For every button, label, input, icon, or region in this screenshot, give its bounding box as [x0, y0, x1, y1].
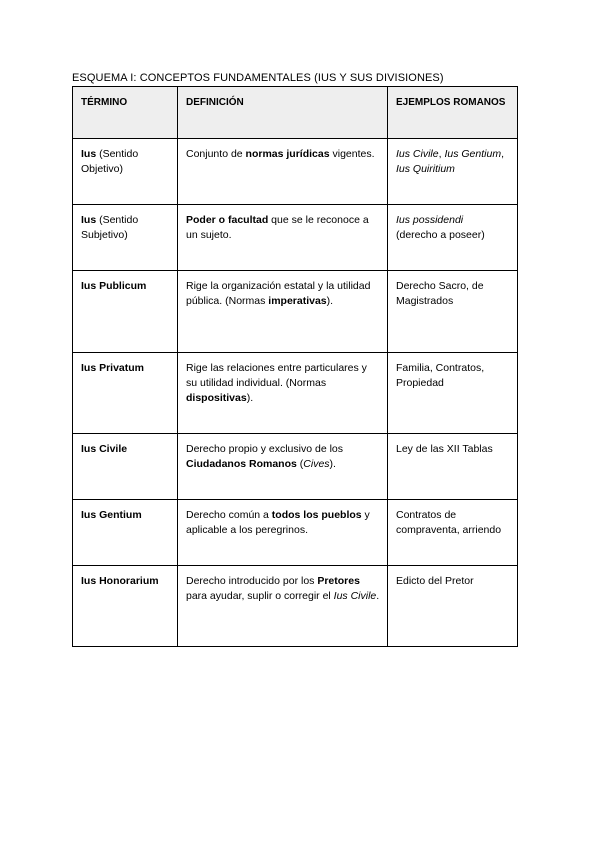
term-name: Ius Civile: [81, 443, 128, 455]
term-cell: [73, 353, 178, 434]
term-qualifier: (Sentido Subjetivo): [81, 214, 139, 241]
definition-italic: Ius Civile: [333, 590, 377, 602]
definition-text: y aplicable a los peregrinos.: [186, 509, 370, 536]
definition-text: vigentes.: [329, 148, 375, 160]
definition-text: .: [376, 590, 380, 602]
examples-cell: [388, 139, 518, 205]
examples-cell: [388, 566, 518, 647]
table-row: [73, 271, 518, 353]
header-examples: EJEMPLOS ROMANOS: [388, 87, 518, 139]
definition-emphasis: Pretores: [317, 575, 360, 587]
definition-cell: [178, 271, 388, 353]
examples-cell: [388, 500, 518, 566]
term-qualifier: (Sentido Objetivo): [81, 148, 139, 175]
term-name: Ius: [81, 214, 97, 226]
definition-text: Rige la organización estatal y la utilidad pública. (Normas: [186, 280, 371, 307]
examples-cell: [388, 434, 518, 500]
table-row: [73, 205, 518, 271]
definition-text: ).: [329, 458, 336, 470]
definition-text: Rige las relaciones entre particulares y su utilidad individual. (Normas: [186, 362, 367, 389]
definition-cell: [178, 353, 388, 434]
examples-cell: [388, 353, 518, 434]
definition-emphasis: normas jurídicas: [245, 148, 330, 160]
term-name: Ius: [81, 148, 97, 160]
table-row: [73, 353, 518, 434]
definition-italic: Cives: [303, 458, 330, 470]
definition-cell: [178, 205, 388, 271]
header-term: TÉRMINO: [73, 87, 178, 139]
term-name: Ius Privatum: [81, 362, 145, 374]
example-text: Familia, Contratos, Propiedad: [396, 362, 485, 389]
definition-text: (: [296, 458, 304, 470]
example-text: Ley de las XII Tablas: [396, 443, 493, 455]
example-term: Ius Civile: [396, 148, 439, 160]
term-cell: [73, 566, 178, 647]
definition-text: ).: [246, 392, 254, 404]
definition-emphasis: Poder o facultad: [186, 214, 269, 226]
definition-emphasis: dispositivas: [186, 392, 247, 404]
definition-text: Conjunto de: [186, 148, 246, 160]
term-name: Ius Publicum: [81, 280, 147, 292]
example-term: Ius Quiritium: [396, 163, 455, 175]
definition-emphasis: Ciudadanos Romanos: [186, 458, 297, 470]
definition-cell: [178, 566, 388, 647]
term-cell: [73, 271, 178, 353]
term-cell: [73, 500, 178, 566]
term-name: Ius Honorarium: [81, 575, 159, 587]
table-row: [73, 500, 518, 566]
definition-emphasis: todos los pueblos: [271, 509, 362, 521]
table-row: [73, 434, 518, 500]
example-note: (derecho a poseer): [396, 229, 485, 241]
definition-cell: [178, 500, 388, 566]
example-text: Edicto del Pretor: [396, 575, 474, 587]
examples-cell: [388, 205, 518, 271]
table-header-row: [73, 87, 518, 139]
example-term: Ius Gentium: [444, 148, 502, 160]
example-text: Derecho Sacro, de Magistrados: [396, 280, 484, 307]
definition-text: para ayudar, suplir o corregir el: [186, 590, 334, 602]
term-cell: [73, 434, 178, 500]
example-separator: ,: [438, 148, 445, 160]
header-definition: DEFINICIÓN: [178, 87, 388, 139]
definition-emphasis: imperativas: [268, 295, 327, 307]
definition-text: Derecho común a: [186, 509, 272, 521]
term-name: Ius Gentium: [81, 509, 142, 521]
definition-text: que se le reconoce a un sujeto.: [186, 214, 369, 241]
example-separator: ,: [501, 148, 504, 160]
definition-text: ).: [326, 295, 334, 307]
example-text: Contratos de compraventa, arriendo: [396, 509, 502, 536]
definition-text: Derecho introducido por los: [186, 575, 318, 587]
definition-cell: [178, 434, 388, 500]
example-term: Ius possidendi: [396, 214, 464, 226]
term-cell: [73, 139, 178, 205]
concepts-table: [72, 86, 518, 647]
term-cell: [73, 205, 178, 271]
table-row: [73, 139, 518, 205]
table-row: [73, 566, 518, 647]
definition-cell: [178, 139, 388, 205]
definition-text: Derecho propio y exclusivo de los: [186, 443, 343, 455]
examples-cell: [388, 271, 518, 353]
document-title: ESQUEMA I: CONCEPTOS FUNDAMENTALES (IUS Y SUS DIVISIONES): [72, 72, 444, 84]
